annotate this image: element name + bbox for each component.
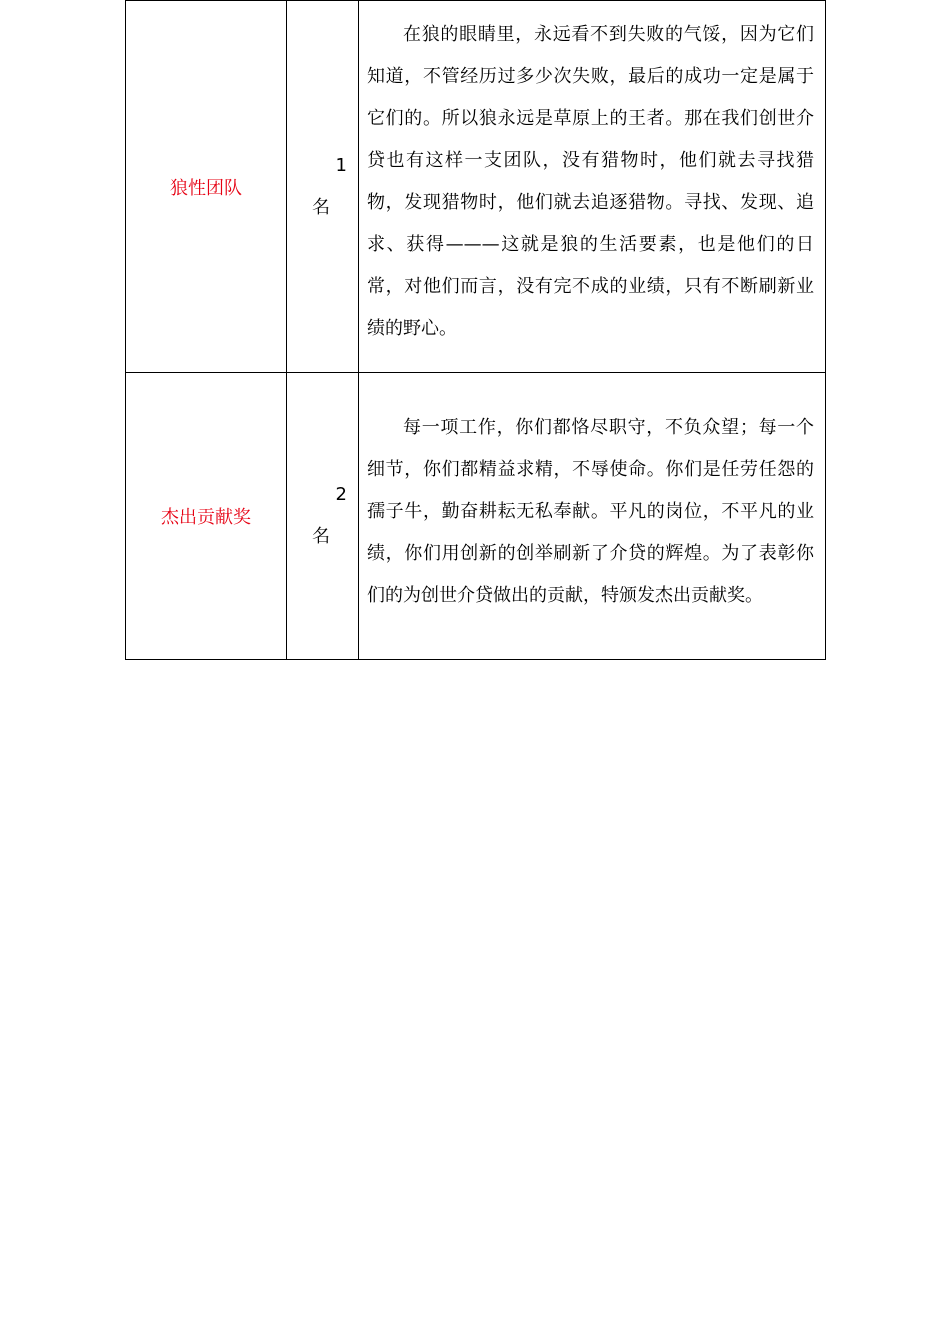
award-count-cell	[287, 373, 359, 660]
award-count-unit: 名	[312, 196, 330, 218]
table-row	[126, 1, 826, 373]
awards-table	[125, 0, 826, 660]
award-name: 狼性团队	[170, 177, 242, 199]
award-count-number: 2	[335, 484, 347, 505]
award-name: 杰出贡献奖	[161, 507, 251, 528]
award-description: 每一项工作，你们都恪尽职守，不负众望；每一个细节，你们都精益求精，不辱使命。你们是任劳任怨的孺子牛，勤奋耕耘无私奉献。平凡的岗位，不平凡的业绩，你们用创新的创举刷新了介贷的辉煌。为了表彰你们的为创世介贷做出的贡献，特颁发杰出贡献奖。	[367, 416, 814, 606]
award-count-number: 1	[335, 154, 347, 176]
award-description: 在狼的眼睛里，永远看不到失败的气馁，因为它们知道，不管经历过多少次失败，最后的成功一定是属于它们的。所以狼永远是草原上的王者。那在我们创世介贷也有这样一支团队，没有猎物时，他们就去寻找猎物，发现猎物时，他们就去追逐猎物。寻找、发现、追求、获得———这就是狼的生活要素，也是他们的日常，对他们而言，没有完不成的业绩，只有不断刷新业绩的野心。	[367, 24, 814, 339]
award-count-cell	[287, 1, 359, 373]
award-name-cell	[126, 373, 287, 660]
award-description-cell	[359, 373, 826, 660]
award-description-cell	[359, 1, 826, 373]
table-row	[126, 373, 826, 660]
award-name-cell	[126, 1, 287, 373]
award-count-unit: 名	[312, 526, 330, 547]
